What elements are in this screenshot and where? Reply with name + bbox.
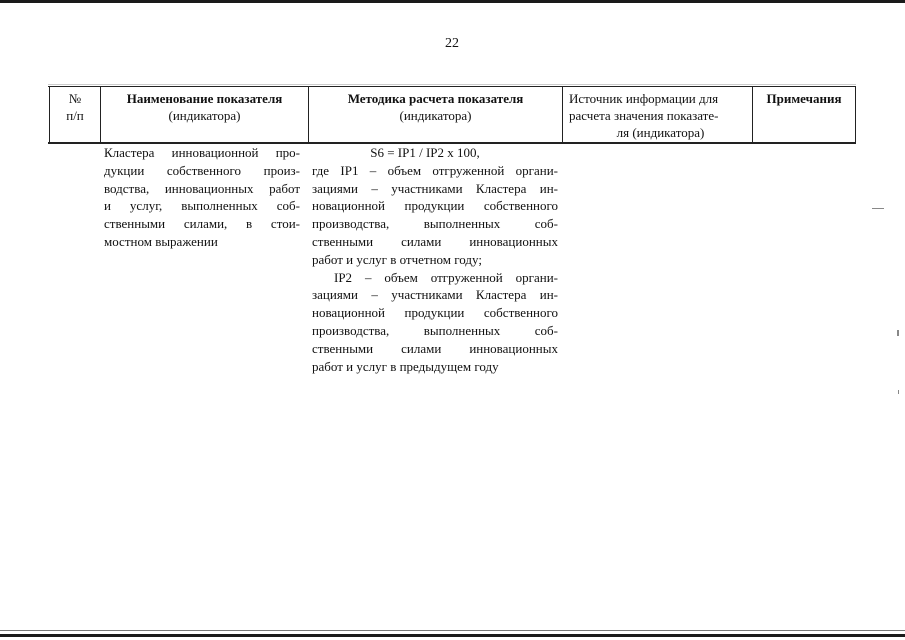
method-line: производства, выполненных соб- (312, 322, 558, 338)
method-line: IP2 – объем отгруженной органи- (334, 269, 558, 285)
header-method-subtitle: (индикатора) (399, 108, 472, 123)
method-line: ственными силами инновационных (312, 233, 558, 249)
table-top-rule-faint (48, 84, 856, 85)
name-line: ственными силами, в стои- (104, 216, 300, 232)
name-line: мостном выражении (104, 233, 218, 249)
table-top-rule (48, 86, 856, 87)
method-line: ственными силами инновационных (312, 340, 558, 356)
method-line: зациями – участниками Кластера ин- (312, 180, 558, 196)
scan-bottom-edge-faint (0, 630, 905, 631)
header-name-subtitle: (индикатора) (168, 108, 241, 123)
method-line: работ и услуг в предыдущем году (312, 358, 499, 374)
method-line: где IP1 – объем отгруженной органи- (312, 162, 558, 178)
header-notes-title: Примечания (766, 91, 842, 106)
method-formula: S6 = IP1 / IP2 x 100, (370, 145, 480, 160)
scan-speck (872, 208, 884, 209)
header-name (101, 90, 308, 124)
page-number: 22 (445, 36, 459, 51)
scan-speck (898, 390, 899, 394)
scan-top-edge (0, 0, 905, 3)
header-name-title: Наименование показателя (126, 91, 283, 106)
header-source (563, 90, 752, 141)
method-line: зациями – участниками Кластера ин- (312, 287, 558, 303)
name-line: Кластера инновационной про- (104, 145, 300, 160)
name-line: водства, инновационных работ (104, 180, 300, 196)
header-notes (753, 90, 855, 107)
name-line: и услуг, выполненных соб- (104, 198, 300, 214)
method-line: новационной продукции собственного (312, 198, 558, 214)
header-method-title: Методика расчета показателя (347, 91, 524, 106)
header-num (50, 90, 100, 124)
scan-bottom-edge (0, 634, 905, 637)
method-line: работ и услуг в отчетном году; (312, 251, 482, 267)
header-num-line1: № (68, 91, 82, 106)
header-source-line3: ля (индикатора) (616, 125, 705, 140)
header-num-line2: п/п (66, 108, 84, 123)
method-line: новационной продукции собственного (312, 305, 558, 321)
scan-speck (897, 330, 899, 336)
name-line: дукции собственного произ- (104, 162, 300, 178)
header-method (309, 90, 562, 124)
header-source-line1: Источник информации для (569, 91, 719, 106)
column-border (855, 86, 856, 143)
method-line: производства, выполненных соб- (312, 216, 558, 232)
calculation-method-cell (312, 144, 558, 375)
indicator-name-cell (104, 144, 300, 251)
header-source-line2: расчета значения показате- (569, 108, 719, 123)
